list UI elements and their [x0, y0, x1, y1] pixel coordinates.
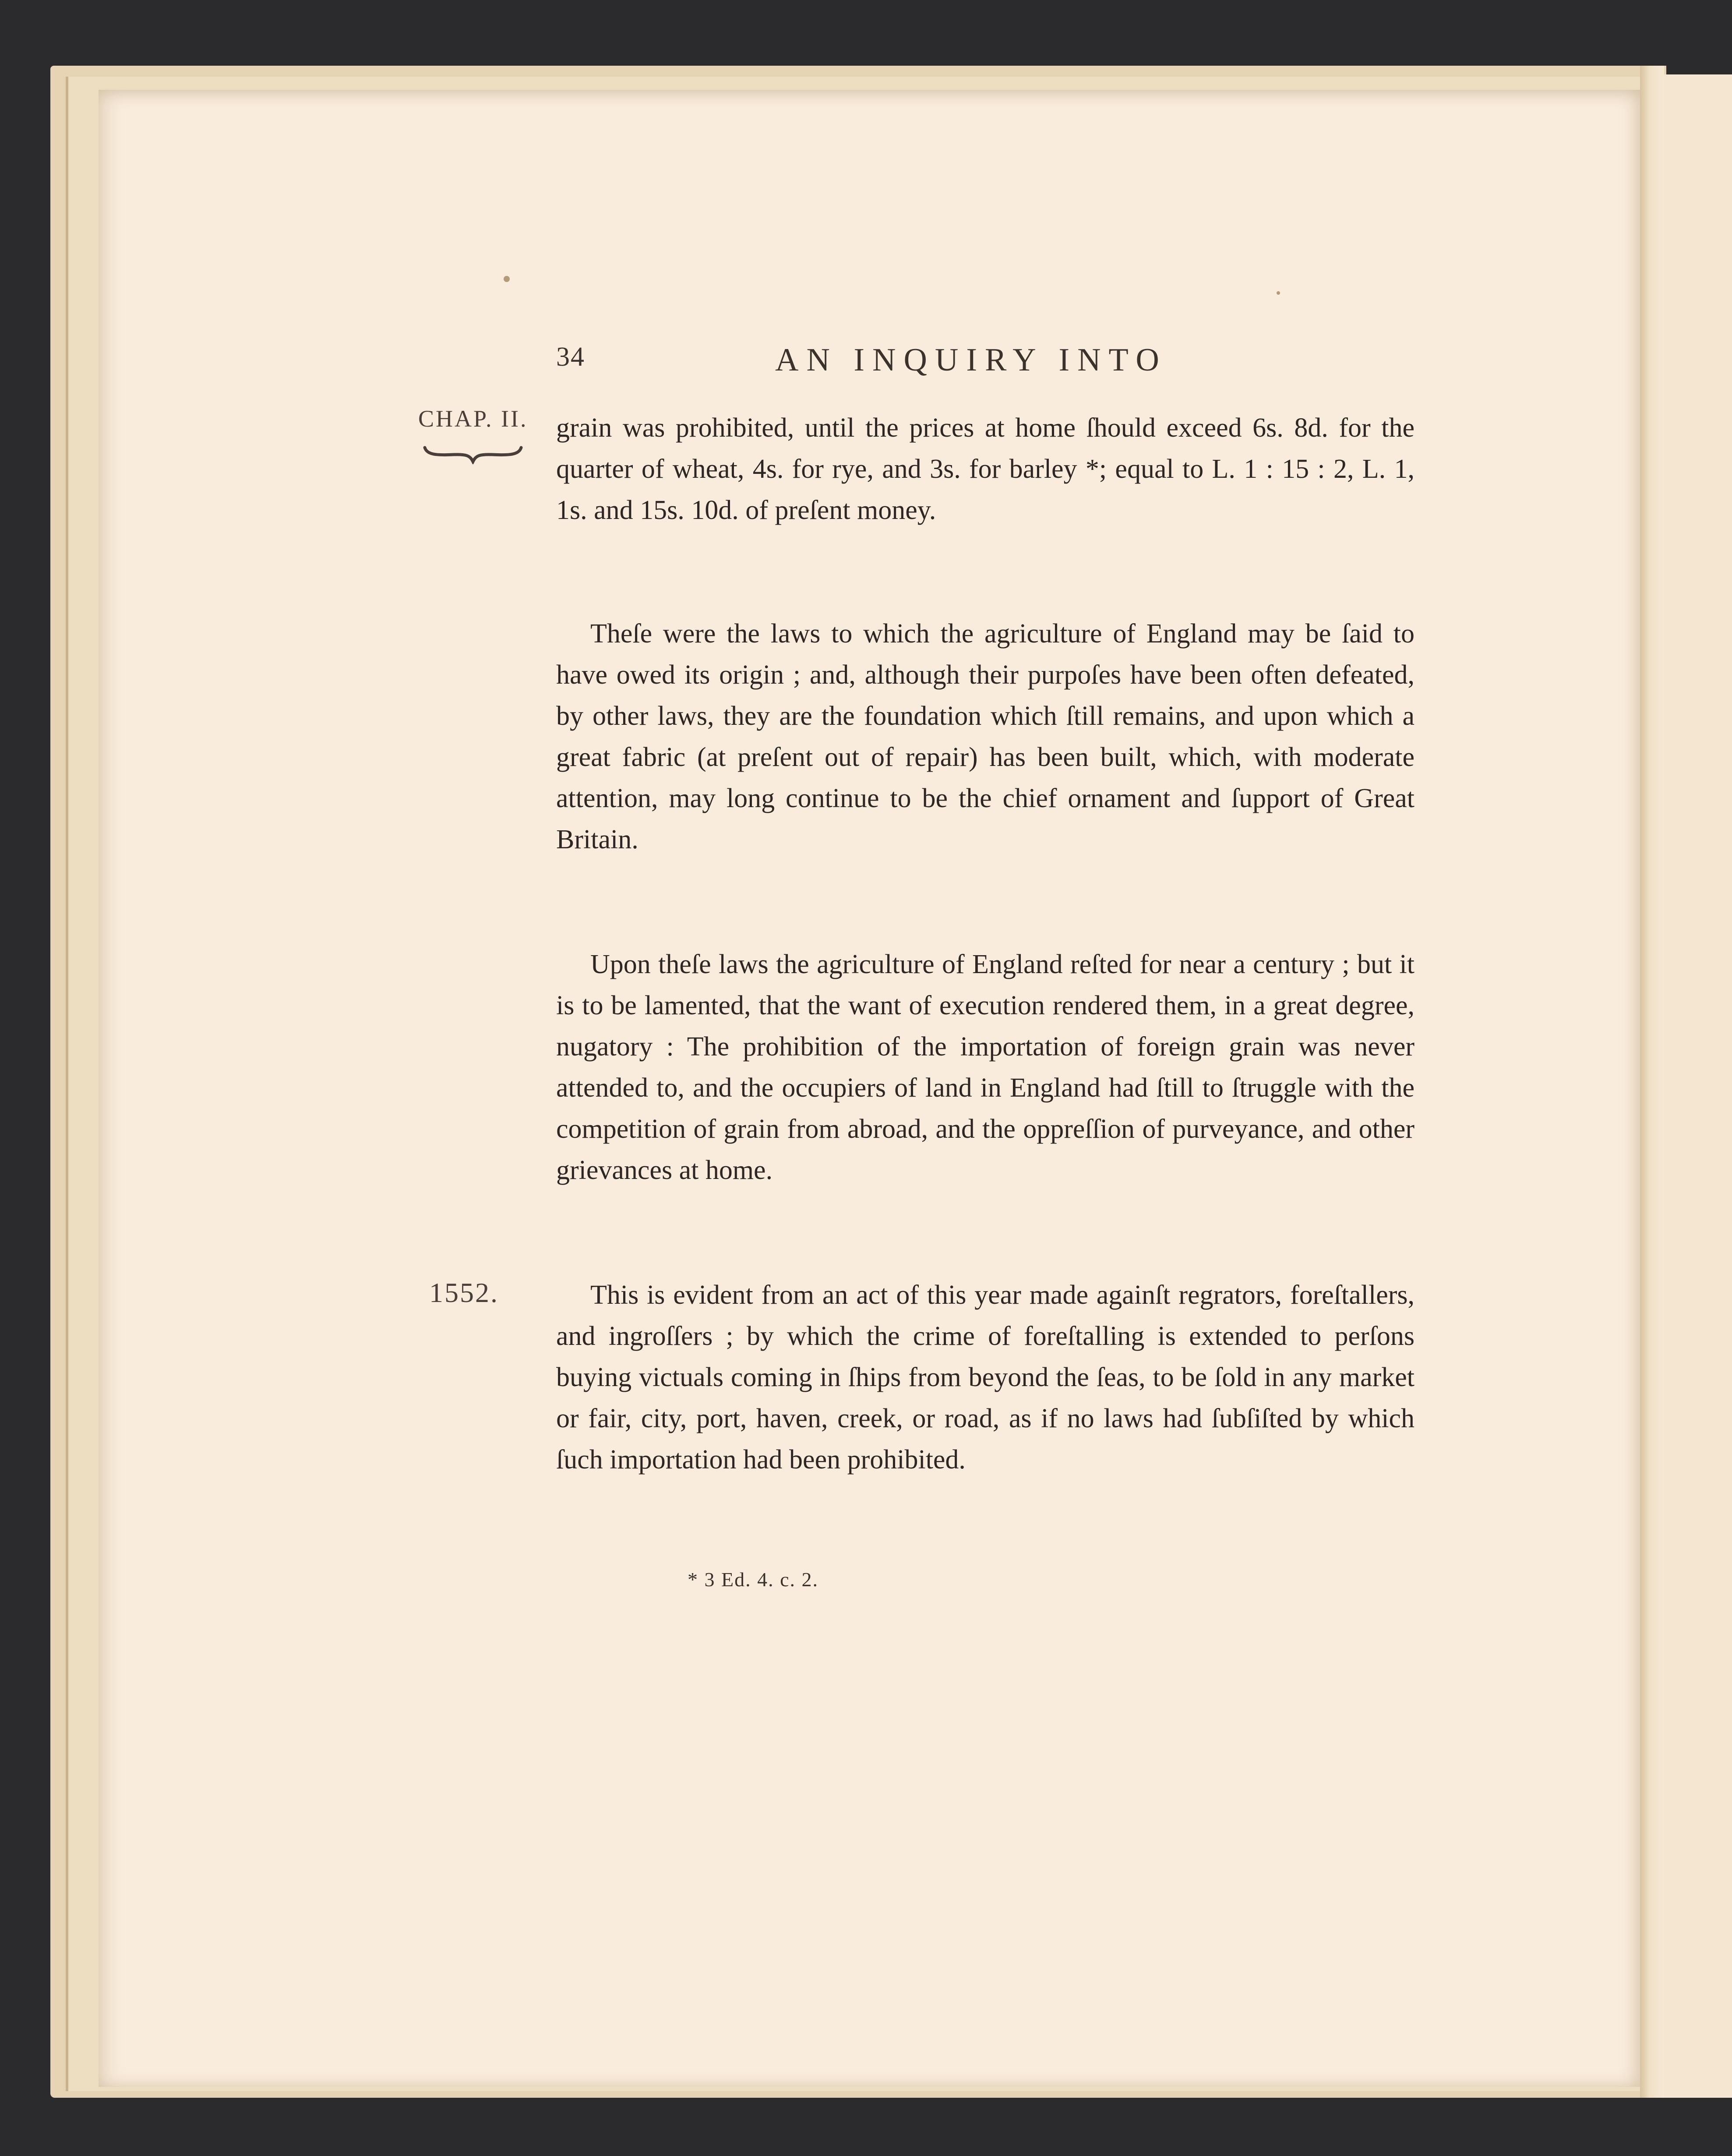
- paragraph-1: grain was prohibited, until the prices at home ſhould exceed 6s. 8d. for the quarter of wheat, 4s. for rye, and 3s. for barley *; equal to L. 1 : 15 : 2, L. 1, 1s. and 15s. 10d. of preſent money.: [556, 413, 1415, 525]
- book-gutter: [1640, 66, 1664, 2098]
- running-title: AN INQUIRY INTO: [775, 342, 1167, 378]
- paper-spot: [1277, 291, 1280, 295]
- page-number: 34: [556, 342, 585, 372]
- paragraph-3: Upon theſe laws the agriculture of England reſted for near a century ; but it is to be lamented, that the want of execution rendered them, in a great degree, nugatory : The prohibition of the importation of foreign grain was never attended to, and the occupiers of land in England had ſtill to ſtruggle with the competition of grain from abroad, and the oppreſſion of purveyance, and other grievances at home.: [556, 949, 1415, 1185]
- paragraph-4: This is evident from an act of this year made againſt regrators, foreſtallers, and ingroſſers ; by which the crime of foreſtalling is extended to perſons buying victuals coming in ſhips from beyond the ſeas, to be ſold in any market or fair, city, port, haven, creek, or road, as if no laws had ſubſiſted by which ſuch importation had been prohibited.: [556, 1280, 1415, 1475]
- chapter-margin-label: CHAP. II.: [418, 406, 528, 432]
- footnote: * 3 Ed. 4. c. 2.: [688, 1568, 819, 1591]
- paper-spot: [504, 276, 510, 282]
- running-head: [556, 342, 1415, 381]
- brace-icon: [423, 438, 523, 464]
- facing-page-edge: [1664, 74, 1732, 2098]
- year-margin-label: 1552.: [429, 1277, 499, 1308]
- paragraph-2: Theſe were the laws to which the agriculture of England may be ſaid to have owed its origin ; and, although their purpoſes have been often defeated, by other laws, they are the foundation which ſtill remains, and upon which a great fabric (at preſent out of repair) has been built, which, with moderate attention, may long continue to be the chief ornament and ſupport of Great Britain.: [556, 619, 1415, 854]
